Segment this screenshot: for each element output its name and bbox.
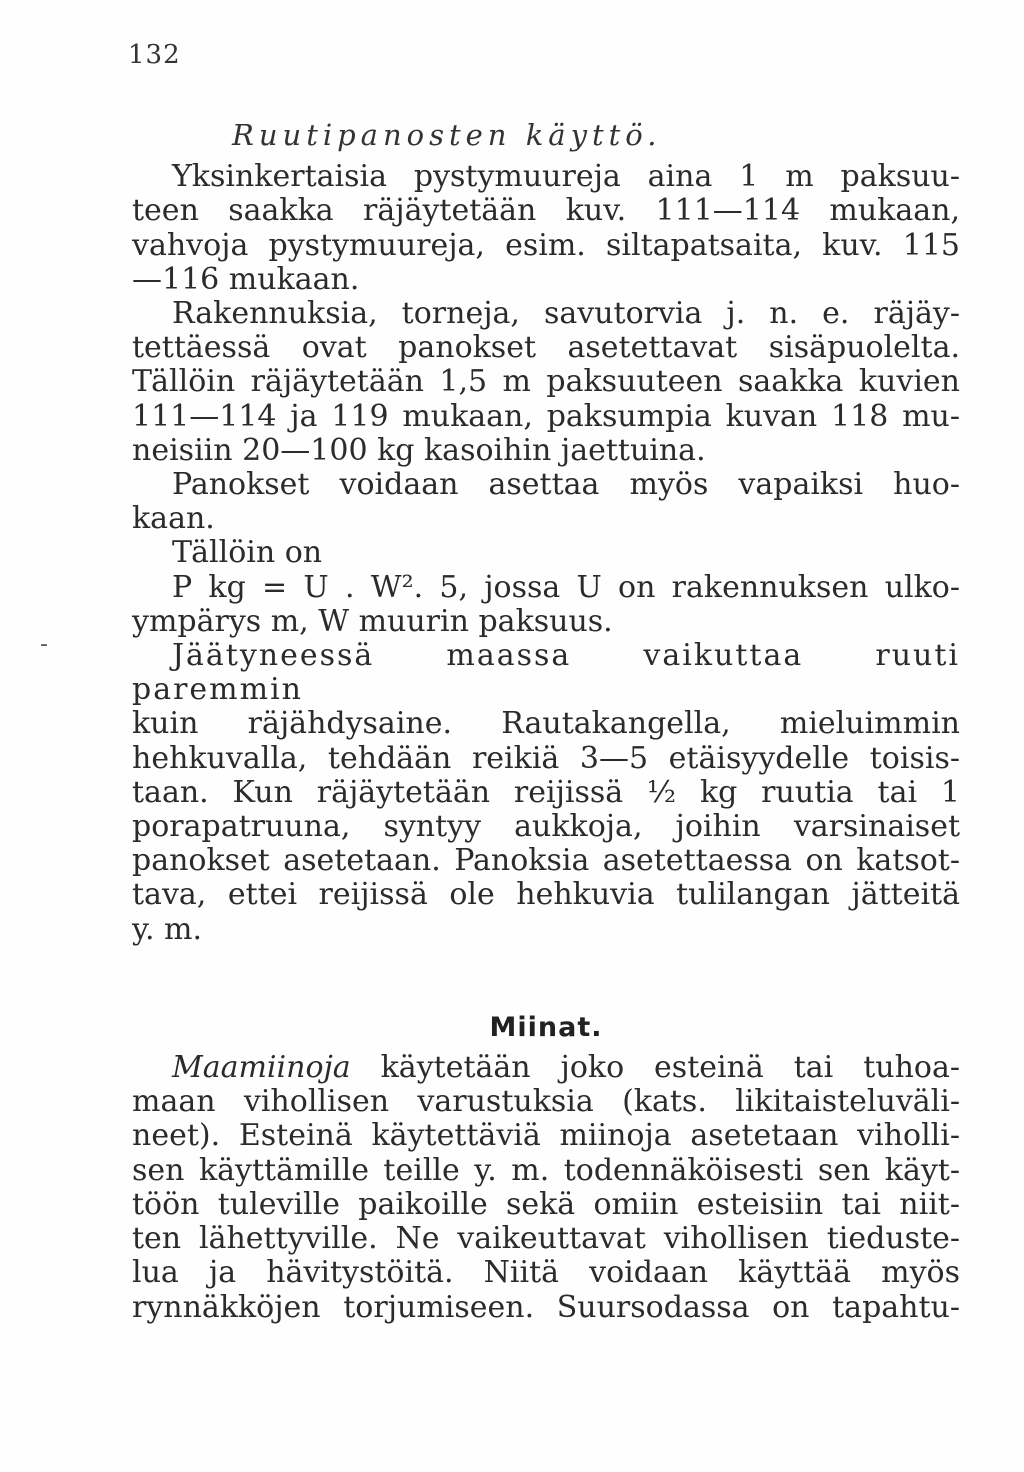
- paragraph-maamiinat: [132, 1051, 960, 1325]
- text-line: teen saakka räjäytetään kuv. 111—114 mukaan,: [132, 193, 960, 229]
- text-line: porapatruuna, syntyy aukkoja, joihin varsinaiset: [132, 809, 960, 845]
- text-line: 111—114 ja 119 mukaan, paksumpia kuvan 118 mu-: [132, 398, 960, 434]
- margin-mark: -: [40, 632, 48, 657]
- text-line: vahvoja pystymuureja, esim. siltapatsaita, kuv. 115: [132, 227, 960, 263]
- section-title: Ruutipanosten käyttö.: [232, 118, 662, 152]
- text-line: rynnäkköjen torjumiseen. Suursodassa on tapahtu-: [132, 1289, 960, 1325]
- text-line: —116 mukaan.: [132, 261, 360, 297]
- text-line: Yksinkertaisia pystymuureja aina 1 m paksuu-: [172, 159, 960, 195]
- text-line: maan vihollisen varustuksia (kats. likitaisteluväli-: [132, 1084, 960, 1120]
- text-fragment: käytetään joko esteinä tai tuhoa-: [350, 1050, 960, 1086]
- text-line: kuin räjähdysaine. Rautakangella, mieluimmin: [132, 706, 960, 742]
- text-line: taan. Kun räjäytetään reijissä ½ kg ruutia tai 1: [132, 774, 960, 810]
- text-block: [132, 118, 960, 1325]
- formula-line: P kg = U . W². 5, jossa U on rakennuksen ulko-: [172, 569, 960, 605]
- text-line: kaan.: [132, 501, 215, 537]
- text-line: ten lähettyville. Ne vaikeuttavat vihollisen tieduste-: [132, 1221, 960, 1257]
- paragraph-pystymuurit: [132, 160, 960, 297]
- emphasis-term: Maamiinoja: [172, 1050, 351, 1086]
- paragraph-vapaat-panokset: [132, 468, 960, 536]
- text-line: panokset asetetaan. Panoksia asetettaessa on katsot-: [132, 843, 960, 879]
- text-line: hehkuvalla, tehdään reikiä 3—5 etäisyydelle toisis-: [132, 740, 960, 776]
- text-line: töön tuleville paikoille sekä omiin esteisiin tai niit-: [132, 1186, 960, 1222]
- text-line: [132, 1051, 960, 1085]
- text-line: tettäessä ovat panokset asetettavat sisäpuolelta.: [132, 330, 960, 366]
- text-line: sen käyttämille teille y. m. todennäköisesti sen käyt-: [132, 1152, 960, 1188]
- heading-miinat: Miinat.: [489, 1011, 603, 1043]
- text-line: neisiin 20—100 kg kasoihin jaettuina.: [132, 432, 706, 468]
- text-line: Panokset voidaan asettaa myös vapaiksi huo-: [172, 467, 960, 503]
- text-line: Tällöin räjäytetään 1,5 m paksuuteen saakka kuvien: [132, 364, 960, 400]
- text-line: tava, ettei reijissä ole hehkuvia tulilangan jätteitä: [132, 877, 960, 913]
- text-line: Jäätyneessä maassa vaikuttaa ruuti paremmin: [132, 638, 960, 708]
- paragraph-rakennukset: [132, 297, 960, 468]
- text-line: Rakennuksia, torneja, savutorvia j. n. e. räjäy-: [172, 296, 960, 332]
- paragraph-formula-intro: [132, 536, 960, 570]
- text-line: neet). Esteinä käytettäviä miinoja asetetaan viholli-: [132, 1118, 960, 1154]
- paragraph-jaatynyt-maa: [132, 639, 960, 947]
- text-line: Tällöin on: [172, 535, 323, 571]
- text-line: ympärys m, W muurin paksuus.: [132, 603, 613, 639]
- page-number: 132: [128, 40, 181, 70]
- paragraph-formula: [132, 571, 960, 639]
- text-line: lua ja hävitystöitä. Niitä voidaan käyttää myös: [132, 1255, 960, 1291]
- text-line: y. m.: [132, 911, 203, 947]
